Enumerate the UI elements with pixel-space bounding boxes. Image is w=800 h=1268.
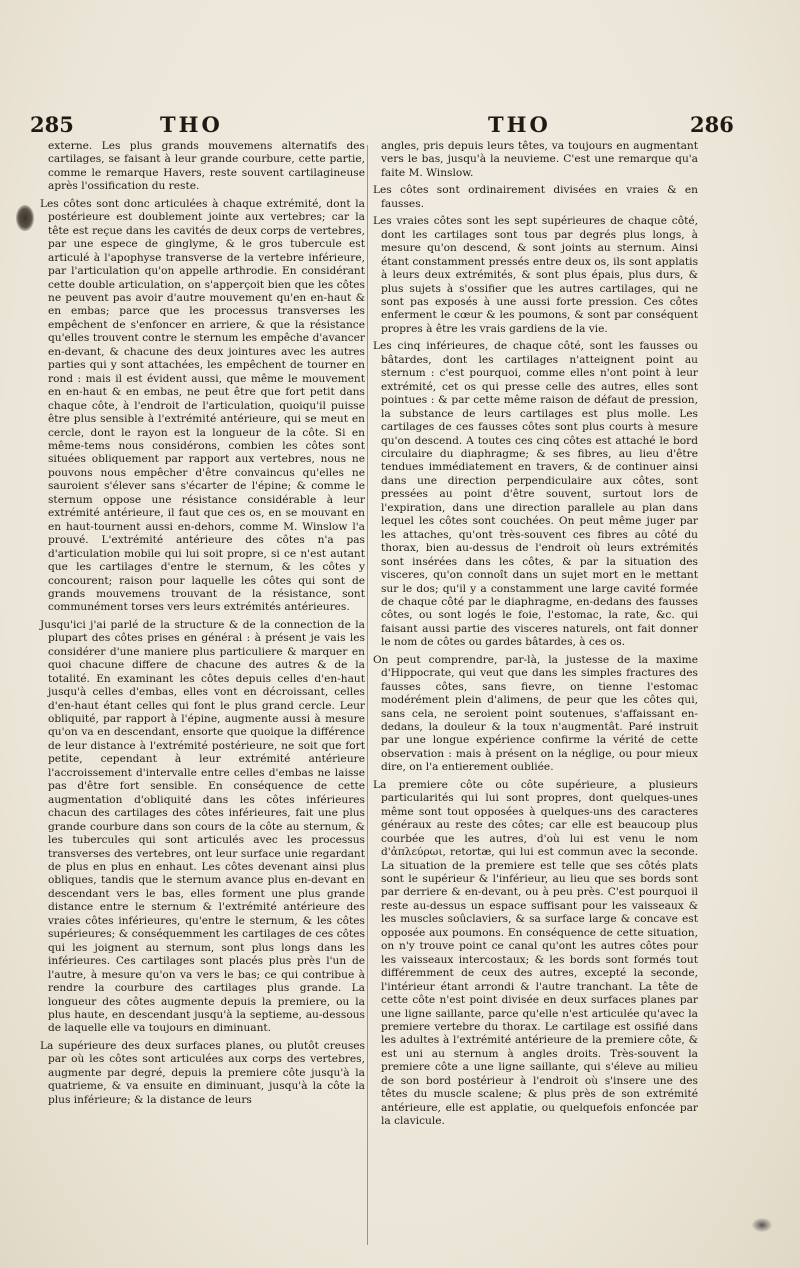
paragraph: externe. Les plus grands mouvemens alternatifs des cartilages, se faisant à leur grande courbure, cette partie, comme le remarque Havers, reste souvent cartilagineuse après l'ossification du reste. xyxy=(48,140,365,193)
page-number-right: 286 xyxy=(690,112,734,137)
paragraph: angles, pris depuis leurs têtes, va toujours en augmentant vers le bas, jusqu'à la neuvieme. C'est une remarque qu'a faite M. Winslow. xyxy=(381,140,698,179)
running-header xyxy=(0,112,800,142)
paragraph: Les côtes sont donc articulées à chaque extrémité, dont la postérieure est doublement jointe aux vertebres; car la tête est reçue dans les cavités de deux corps de vertebres, par une espece de ginglyme, & le gros tubercule est articulé à l'apophyse transverse de la vertebre inférieure, par l'articulation qu'on appelle arthrodie. En considérant cette double articulation, on s'apperçoit bien que les côtes ne peuvent pas avoir d'autre mouvement qu'en en-haut & en embas; parce que les processus transverses les empêchent de s'enfoncer en arriere, & que la résistance qu'elles trouvent contre le sternum les empêche d'avancer en-devant, & chacune des deux jointures avec les autres parties qui y sont attachées, les empêchent de tourner en rond : mais il est évident aussi, que même le mouvement en en-haut & en embas, ne peut être que fort petit dans chaque côte, à l'endroit de l'articulation, quoiqu'il puisse être plus sensible à l'extrémité antérieure, qui se meut en cercle, dont le rayon est la longueur de la côte. Si en même-tems nous considérons, combien les côtes sont situées obliquement par rapport aux vertebres, nous ne pouvons nous empêcher d'être convaincus qu'elles ne sauroient s'élever sans s'écarter de l'épine; & comme le sternum oppose une résistance considérable à leur extrémité antérieure, il faut que ces os, en se mouvant en en haut-tournent aussi en-dehors, comme M. Winslow l'a prouvé. L'extrémité antérieure des côtes n'a pas d'articulation mobile qui lui soit propre, si ce n'est autant que les cartilages d'entre le sternum, & les côtes y concourent; raison pour laquelle les côtes qui sont de grands mouvemens trouvant de la résistance, sont communément torses vers leurs extrémités antérieures. xyxy=(40,197,365,614)
paragraph: La supérieure des deux surfaces planes, ou plutôt creuses par où les côtes sont articulées aux corps des vertebres, augmente par degré, depuis la premiere côte jusqu'à la quatrieme, & va ensuite en diminuant, jusqu'à la côte la plus inférieure; & la distance de leurs xyxy=(40,1039,365,1106)
paragraph: Les côtes sont ordinairement divisées en vraies & en fausses. xyxy=(373,184,698,210)
paragraph: Les cinq inférieures, de chaque côté, sont les fausses ou bâtardes, dont les cartilages n'atteignent point au sternum : c'est pourquoi, comme elles n'ont point à leur extrémité, cet os qui presse celle des autres, elles sont pointues : & par cette même raison de défaut de pression, la substance de leurs cartilages est plus molle. Les cartilages de ces fausses côtes sont plus courts à mesure qu'on descend. A toutes ces cinq côtes est attaché le bord circulaire du diaphragme; & ses fibres, au lieu d'être tendues immédiatement en travers, & de continuer ainsi dans une direction perpendiculaire aux côtes, sont pressées au point d'être souvent, surtout lors de l'expiration, dans une direction parallele au plan dans lequel les côtes sont couchées. On peut même juger par les attaches, qu'ont très-souvent ces fibres au côté du thorax, bien au-dessus de l'endroit où leurs extrémités sont insérées dans les côtes, & par la situation des visceres, qu'on connoît dans un sujet mort en le mettant sur le dos; qu'il y a constamment une large cavité formée de chaque côté par le diaphragme, en-dedans des fausses côtes, ou sont logés le foie, l'estomac, la rate, &c. qui faisant aussi partie des visceres naturels, ont fait donner le nom de côtes ou gardes bâtardes, à ces os. xyxy=(373,340,698,649)
right-text-column xyxy=(373,140,698,1133)
paragraph: On peut comprendre, par-là, la justesse de la maxime d'Hippocrate, qui veut que dans les simples fractures des fausses côtes, sans fievre, on tienne l'estomac modérément plein d'alimens, de peur que les côtes qui, sans cela, ne seroient point soutenues, s'affaissant en-dedans, la douleur & la toux n'augmentât. Paré instruit par une longue expérience confirme la vérité de cette observation : mais à présent on la néglige, ou pour mieux dire, on l'a entierement oubliée. xyxy=(373,653,698,774)
page-number-left: 285 xyxy=(30,112,74,137)
headword-right: THO xyxy=(488,112,551,137)
paragraph: Jusqu'ici j'ai parlé de la structure & de la connection de la plupart des côtes prises en général : à présent je vais les considérer d'une maniere plus particuliere & marquer en quoi chacune differe de chacune des autres & de la totalité. En examinant les côtes depuis celles d'en-haut jusqu'à celles d'embas, elles vont en décroissant, celles d'en-haut étant celles qui font le plus grand cercle. Leur obliquité, par rapport à l'épine, augmente aussi à mesure qu'on va en descendant, ensorte que quoique la différence de leur distance à l'extrémité postérieure, ne soit que fort petite, cependant à leur extrémité antérieure l'accroissement d'intervalle entre celles d'embas ne laisse pas d'être fort sensible. En conséquence de cette augmentation d'obliquité dans les côtes inférieures chacun des cartilages des côtes inférieures, fait une plus grande courbure dans son cours de la côte au sternum, & les tubercules qui sont articulés avec les processus transverses des vertebres, ont leur surface unie regardant de plus en plus en enhaut. Les côtes devenant ainsi plus obliques, tandis que le sternum avance plus en-devant en descendant vers le bas, elles forment une plus grande distance entre le sternum & l'extrémité antérieure des vraies côtes inférieures, qu'entre le sternum, & les côtes supérieures; & conséquemment les cartilages de ces côtes qui les joignent au sternum, sont plus longs dans les inférieures. Ces cartilages sont placés plus près l'un de l'autre, à mesure qu'on va vers le bas; ce qui contribue à rendre la courbure des cartilages plus grande. La longueur des côtes augmente depuis la premiere, ou la plus haute, en descendant jusqu'à la septieme, au-dessous de laquelle elle va toujours en diminuant. xyxy=(40,618,365,1035)
headword-left: THO xyxy=(160,112,223,137)
paragraph: Les vraies côtes sont les sept supérieures de chaque côté, dont les cartilages sont tous par degrés plus longs, à mesure qu'on descend, & sont joints au sternum. Ainsi étant constamment pressés entre deux os, ils sont applatis à leurs deux extrémités, & sont plus épais, plus durs, & plus sujets à s'ossifier que les autres cartilages, qui ne sont pas exposés à une aussi forte pression. Ces côtes enferment le cœur & les poumons, & sont par conséquent propres à être les vrais gardiens de la vie. xyxy=(373,215,698,335)
paragraph: La premiere côte ou côte supérieure, a plusieurs particularités qui lui sont propres, dont quelques-unes même sont tout opposées à quelques-uns des caracteres généraux au reste des côtes; car elle est beaucoup plus courbée que les autres, d'où lui est venu le nom d'ἀπλεύρωι, retortæ, qui lui est commun avec la seconde. La situation de la premiere est telle que ses côtés plats sont le supérieur & l'inférieur, au lieu que ses bords sont par derriere & en-devant, ou à peu près. C'est pourquoi il reste au-dessus un espace suffisant pour les vaisseaux & les muscles soûclaviers, & sa surface large & concave est opposée aux poumons. En conséquence de cette situation, on n'y trouve point ce canal qu'ont les autres côtes pour les vaisseaux intercostaux; & les bords sont formés tout différemment de ceux des autres, excepté la seconde, l'intérieur étant arrondi & l'autre tranchant. La tête de cette côte n'est point divisée en deux surfaces planes par une ligne saillante, parce qu'elle n'est articulée qu'avec la premiere vertebre du thorax. Le cartilage est ossifié dans les adultes à l'extrémité antérieure de la premiere côte, & est uni au sternum à angles droits. Très-souvent la premiere côte a une ligne saillante, qui s'éleve au milieu de son bord postérieur à l'endroit où s'insere une des têtes du muscle scalene; & plus près de son extrémité antérieure, elle est applatie, ou quelquefois enfoncée par la clavicule. xyxy=(373,778,698,1128)
ink-smudge xyxy=(752,1218,772,1232)
column-divider xyxy=(367,145,368,1245)
ink-blot xyxy=(16,205,34,231)
left-text-column xyxy=(40,140,365,1111)
